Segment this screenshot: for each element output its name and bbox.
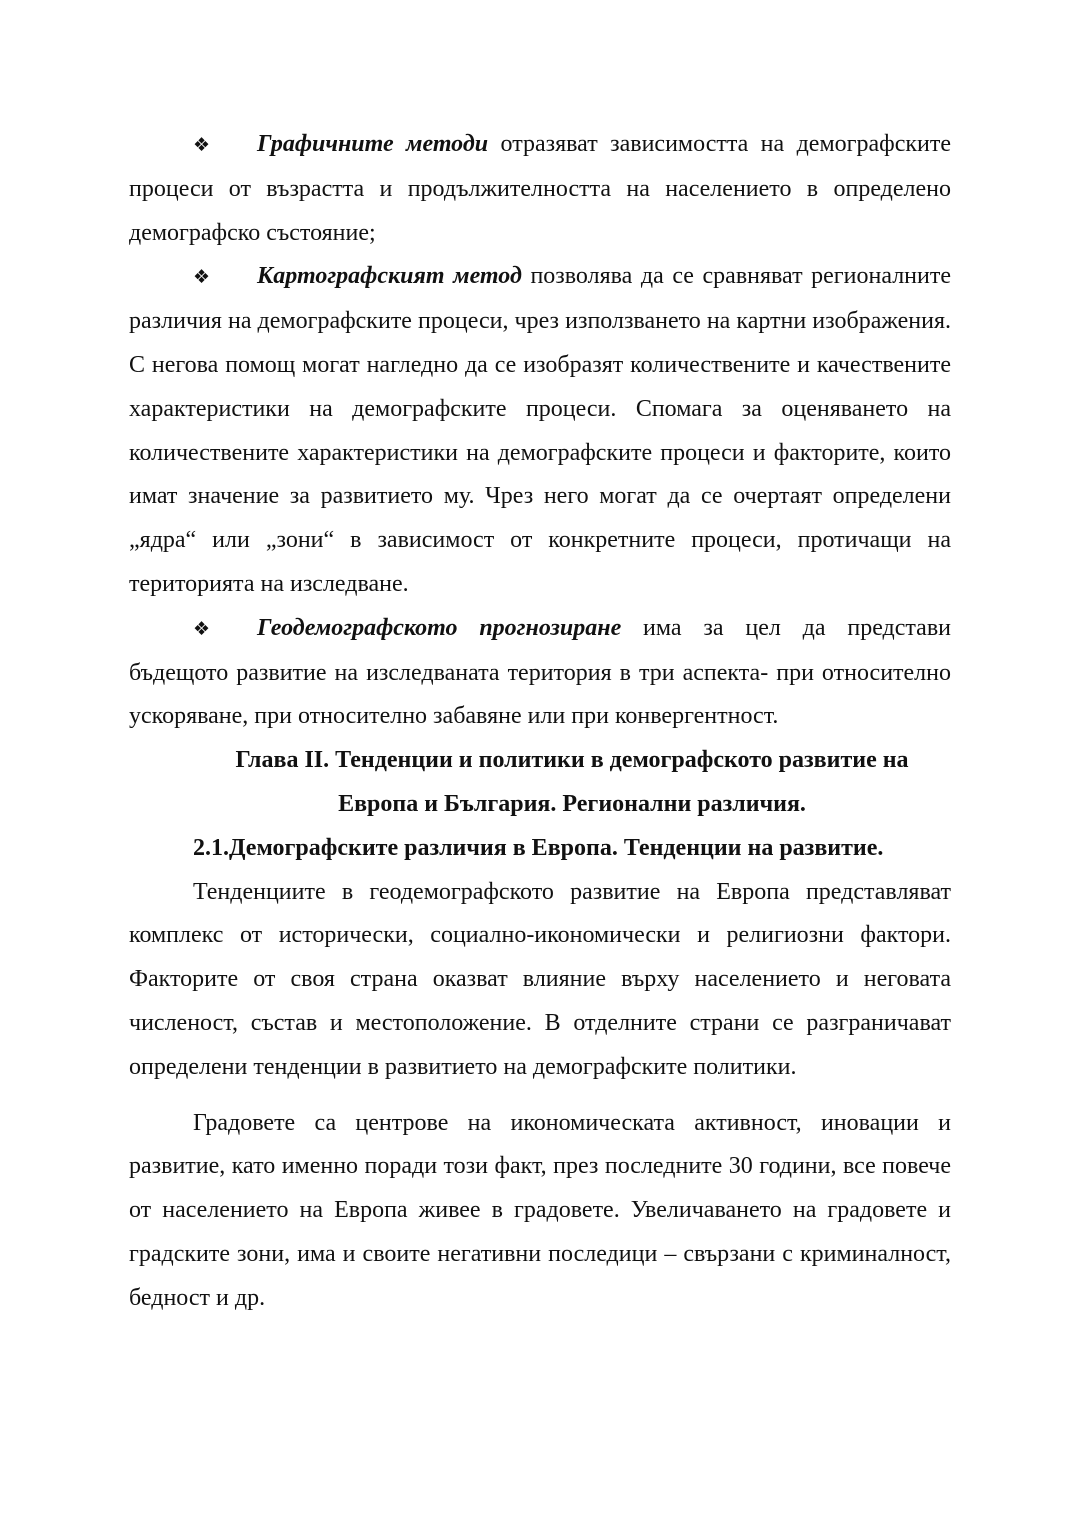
diamond-bullet-icon: ❖ [193,134,211,156]
section-heading: 2.1.Демографските различия в Европа. Тенденции на развитие. [193,834,884,861]
body-paragraph: Тенденциите в геодемографското развитие на Европа представляват комплекс от исторически, социално-икономически и религиозни фактори. Факторите от своя страна оказват влияние върху населението и неговата численост, състав и местоположение. В отделните страни се разграничават определени тенденции в развитието на демографските политики. [129,878,951,1080]
bullet-paragraph-geodemographic-forecasting [129,607,951,739]
chapter-heading-line-1: Глава II. Тенденции и политики в демографското развитие на [235,747,909,774]
term-geodemographic-forecasting: Геодемографското прогнозиране [257,614,622,641]
bullet-text: позволява да се сравняват регионалните различия на демографските процеси, чрез използването на картни изображения. С негова помощ могат нагледно да се изобразят количествените и качествените характеристики на демографските процеси. Спомага за оценяването на количествените характеристики на демографските процеси и факторите, които имат значение за развитието му. Чрез него могат да се очертаят определени „ядра“ или „зони“ в зависимост от конкретните процеси, протичащи на територията на изследване. [129,263,952,597]
bullet-paragraph-cartographic-method [129,255,951,606]
document-page [129,123,951,1321]
term-graphic-methods: Графичните методи [257,131,489,157]
bullet-text: отразяват зависимостта на демографските процеси от възрастта и продължителността на населението в определено демографско състояние; [129,131,951,246]
body-paragraph: Градовете са центрове на икономическата активност, иновации и развитие, като именно поради този факт, през последните 30 години, все повече от населението на Европа живее в градовете. Увеличаването на градовете и градските зони, има и своите негативни последици – свързани с криминалност, бедност и др. [129,1109,951,1311]
diamond-bullet-icon: ❖ [193,266,211,289]
bullet-text: има за цел да представи бъдещото развитие на изследваната територия в три аспекта- при относително ускоряване, при относително забавяне или при конвергентност. [129,614,952,730]
term-cartographic-method: Картографският метод [257,263,522,290]
chapter-heading-line-2: Европа и България. Регионални различия. [338,790,806,817]
diamond-bullet-icon: ❖ [193,617,211,640]
bullet-paragraph-graphic-methods [129,123,951,255]
